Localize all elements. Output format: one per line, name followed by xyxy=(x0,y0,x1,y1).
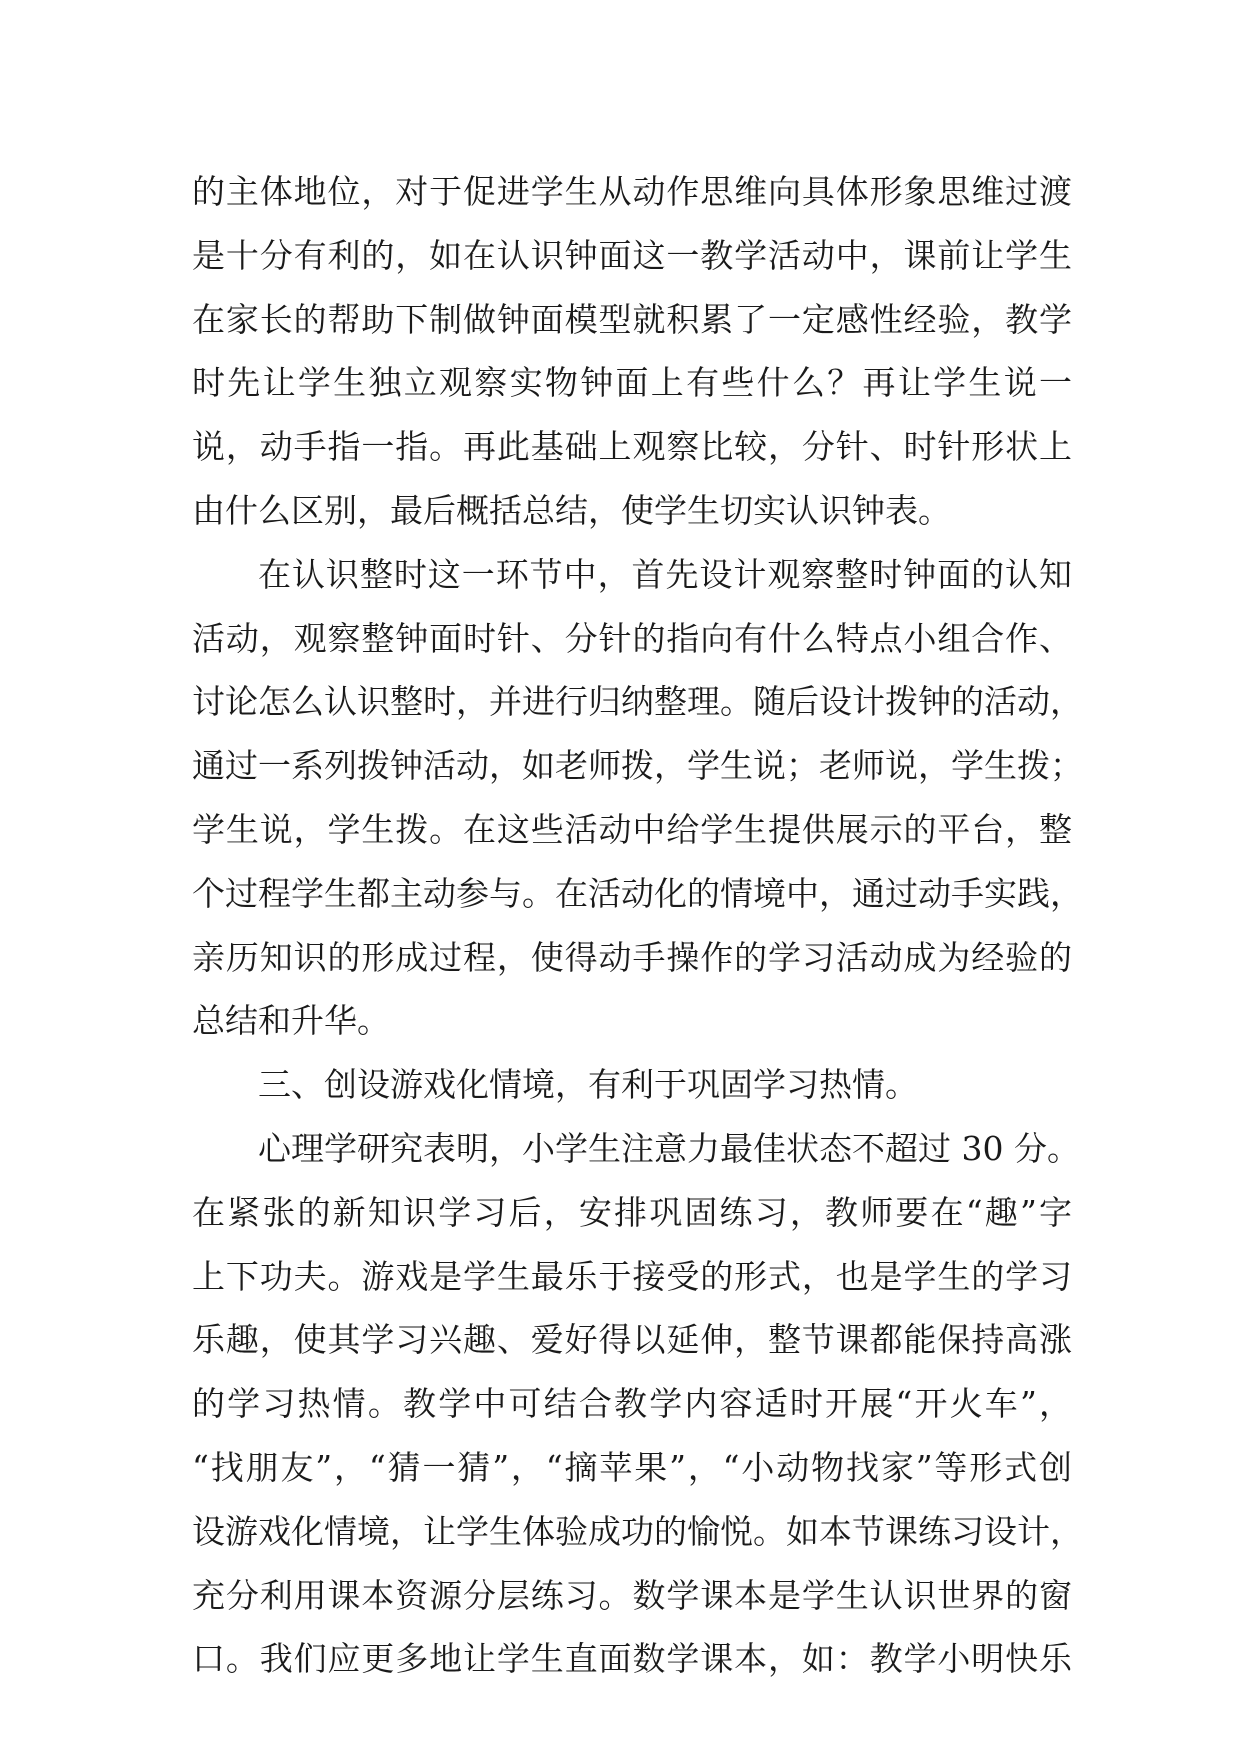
text-line: 的主体地位，对于促进学生从动作思维向具体形象思维过渡 xyxy=(192,172,1072,211)
text-line: 学生说，学生拨。在这些活动中给学生提供展示的平台，整 xyxy=(192,809,1072,849)
text-line: 活动，观察整钟面时针、分针的指向有什么特点小组合作、 xyxy=(192,618,1072,658)
text-line: 亲历知识的形成过程，使得动手操作的学习活动成为经验的 xyxy=(192,937,1072,977)
section-heading: 三、创设游戏化情境，有利于巩固学习热情。 xyxy=(258,1065,918,1105)
paragraph-first-line: 在认识整时这一环节中，首先设计观察整时钟面的认知 xyxy=(258,554,1072,594)
text-line: 个过程学生都主动参与。在活动化的情境中，通过动手实践， xyxy=(192,873,1083,913)
text-line: 由什么区别，最后概括总结，使学生切实认识钟表。 xyxy=(192,490,951,530)
text-line: 讨论怎么认识整时，并进行归纳整理。随后设计拨钟的活动， xyxy=(192,682,1083,722)
text-line: 的学习热情。教学中可结合教学内容适时开展“开火车”， xyxy=(192,1384,1072,1424)
text-line: 总结和升华。 xyxy=(192,1001,390,1041)
text-line: 口。我们应更多地让学生直面数学课本，如：教学小明快乐 xyxy=(192,1639,1072,1679)
text-line: 设游戏化情境，让学生体验成功的愉悦。如本节课练习设计， xyxy=(192,1511,1083,1551)
text-line: 通过一系列拨钟活动，如老师拨，学生说；老师说，学生拨； xyxy=(192,746,1083,786)
text-line: “找朋友”，“猜一猜”，“摘苹果”，“小动物找家”等形式创 xyxy=(192,1447,1072,1487)
text-line: 充分利用课本资源分层练习。数学课本是学生认识世界的窗 xyxy=(192,1575,1072,1615)
text-line: 乐趣，使其学习兴趣、爱好得以延伸，整节课都能保持高涨 xyxy=(192,1320,1072,1360)
body-text xyxy=(192,160,1083,1691)
paragraph-first-line: 心理学研究表明，小学生注意力最佳状态不超过 30 分。 xyxy=(258,1128,1080,1168)
text-line: 时先让学生独立观察实物钟面上有些什么？再让学生说一 xyxy=(192,363,1072,403)
text-line: 在紧张的新知识学习后，安排巩固练习，教师要在“趣”字 xyxy=(192,1192,1072,1232)
text-line: 在家长的帮助下制做钟面模型就积累了一定感性经验，教学 xyxy=(192,299,1072,339)
text-line: 是十分有利的，如在认识钟面这一教学活动中，课前让学生 xyxy=(192,235,1072,275)
text-line: 上下功夫。游戏是学生最乐于接受的形式，也是学生的学习 xyxy=(192,1256,1072,1296)
text-line: 说，动手指一指。再此基础上观察比较，分针、时针形状上 xyxy=(192,427,1072,467)
